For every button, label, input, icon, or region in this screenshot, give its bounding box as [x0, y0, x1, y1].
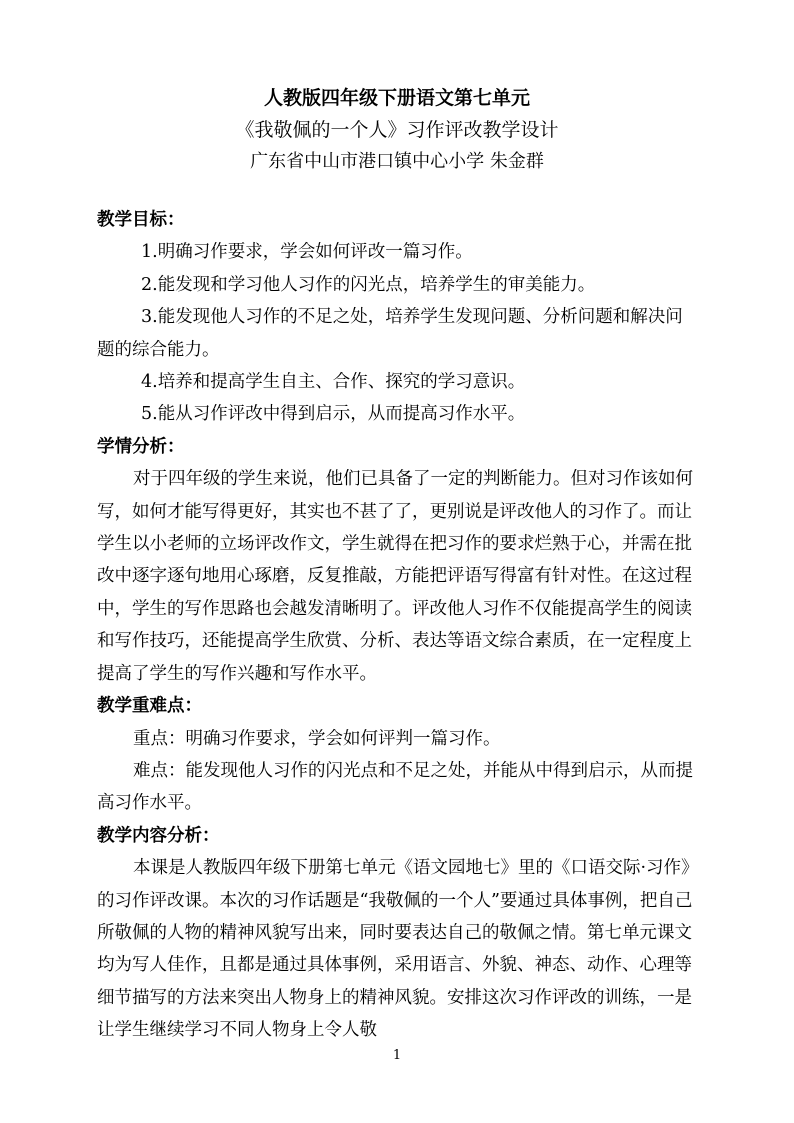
section-heading-content-analysis: 教学内容分析：: [97, 825, 220, 846]
section-heading-analysis: 学情分析：: [97, 436, 185, 457]
objective-item: 5.能从习作评改中得到启示，从而提高习作水平。: [141, 404, 526, 425]
objective-item: 4.培养和提高学生自主、合作、探究的学习意识。: [141, 372, 526, 393]
document-author: 广东省中山市港口镇中心小学 朱金群: [250, 151, 544, 172]
objective-item: 1.明确习作要求，学会如何评改一篇习作。: [141, 242, 473, 263]
document-body: [97, 204, 697, 1047]
analysis-paragraph: 对于四年级的学生来说，他们已具备了一定的判断能力。但对习作该如何写，如何才能写得更好，其实也不甚了了，更别说是评改他人的习作了。而让学生以小老师的立场评改作文，学生就得在把习作的要求烂熟于心，并需在批改中逐字逐句地用心琢磨，反复推敲，方能把评语写得富有针对性。在这过程中，学生的写作思路也会越发清晰明了。评改他人习作不仅能提高学生的阅读和写作技巧，还能提高学生欣赏、分析、表达等语文综合素质，在一定程度上提高了学生的写作兴趣和写作水平。: [97, 469, 693, 684]
content-analysis-paragraph: 本课是人教版四年级下册第七单元《语文园地七》里的《口语交际·习作》的习作评改课。本次的习作话题是“我敬佩的一个人”要通过具体事例，把自己所敬佩的人物的精神风貌写出来，同时要表达自己的敬佩之情。第七单元课文均为写人佳作，且都是通过具体事例，采用语言、外貌、神态、动作、心理等细节描写的方法来突出人物身上的精神风貌。安排这次习作评改的训练，一是让学生继续学习不同人物身上令人敬: [97, 858, 693, 1041]
key-point-focus: 重点：明确习作要求，学会如何评判一篇习作。: [133, 728, 501, 749]
document-subtitle: 《我敬佩的一个人》习作评改教学设计: [235, 119, 559, 141]
section-heading-objectives: 教学目标：: [97, 210, 185, 230]
objective-item: 3.能发现他人习作的不足之处，培养学生发现问题、分析问题和解决问题的综合能力。: [97, 307, 683, 360]
document-title: 人教版四年级下册语文第七单元: [263, 87, 530, 109]
key-point-difficulty: 难点：能发现他人习作的闪光点和不足之处，并能从中得到启示，从而提高习作水平。: [97, 760, 693, 814]
objective-item: 2.能发现和学习他人习作的闪光点，培养学生的审美能力。: [141, 274, 596, 295]
document-header: [0, 82, 794, 178]
page-number: 1: [392, 1048, 402, 1063]
section-heading-key-points: 教学重难点：: [97, 696, 202, 717]
